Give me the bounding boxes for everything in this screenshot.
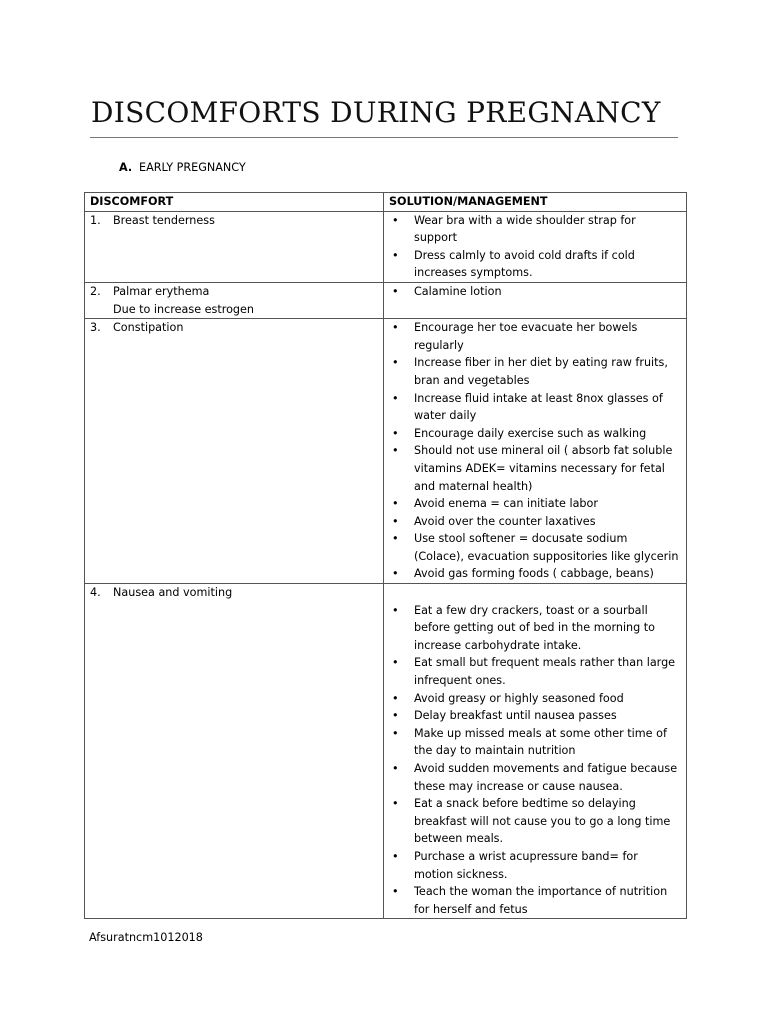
- section-number: A.: [119, 161, 133, 174]
- bullet-icon: •: [392, 356, 399, 370]
- solution-cell: [384, 584, 687, 919]
- discomfort-cell: [85, 282, 384, 318]
- solution-text: Eat a snack before bedtime so delaying breakfast will not cause you to go a long time between meals.: [414, 797, 671, 846]
- list-item: [384, 707, 680, 725]
- row-number: 4.: [90, 586, 101, 600]
- solution-text: Increase fluid intake at least 8nox glasses of water daily: [414, 391, 663, 423]
- bullet-icon: •: [392, 762, 399, 775]
- bullet-icon: •: [392, 885, 399, 899]
- solution-cell: [384, 211, 687, 282]
- list-item: [384, 495, 680, 513]
- discomfort-cell: [85, 211, 384, 282]
- discomfort-note: Due to increase estrogen: [113, 302, 255, 316]
- solution-text: Eat small but frequent meals rather than large infrequent ones.: [414, 656, 676, 688]
- bullet-icon: •: [392, 497, 399, 511]
- list-item: [384, 390, 680, 425]
- bullet-icon: •: [392, 726, 399, 740]
- solution-text: Eat a few dry crackers, toast or a sourball before getting out of bed in the morning to increase carbohydrate intake.: [414, 603, 656, 652]
- discomfort-name: Nausea and vomiting: [113, 586, 233, 600]
- list-item: [384, 354, 680, 389]
- bullet-icon: •: [392, 248, 399, 262]
- solution-text: Dress calmly to avoid cold drafts if cold increases symptoms.: [414, 248, 635, 280]
- list-item: [384, 795, 680, 848]
- solution-text: Should not use mineral oil ( absorb fat soluble vitamins ADEK= vitamins necessary for fetal and maternal health): [414, 444, 673, 493]
- solution-text: Make up missed meals at some other time of the day to maintain nutrition: [414, 726, 667, 758]
- solution-list: [384, 283, 686, 301]
- bullet-icon: •: [392, 391, 399, 405]
- solution-text: Purchase a wrist acupressure band= for motion sickness.: [414, 849, 638, 881]
- bullet-icon: •: [392, 656, 399, 670]
- solution-text: Avoid gas forming foods ( cabbage, beans): [414, 567, 654, 581]
- solution-text: Calamine lotion: [414, 284, 502, 298]
- row-number: 2.: [90, 284, 101, 298]
- list-item: [384, 247, 680, 282]
- solution-text: Encourage her toe evacuate her bowels regularly: [414, 321, 638, 352]
- list-item: [384, 513, 680, 531]
- solution-list: [384, 319, 686, 583]
- discomfort-name: Breast tenderness: [113, 213, 215, 227]
- bullet-icon: •: [392, 321, 399, 335]
- list-item: [384, 848, 680, 883]
- bullet-icon: •: [392, 797, 399, 811]
- bullet-icon: •: [392, 532, 399, 546]
- table-row: [85, 211, 687, 282]
- bullet-icon: •: [392, 567, 399, 581]
- list-item: [384, 654, 680, 689]
- bullet-icon: •: [392, 849, 399, 863]
- table-row: [85, 584, 687, 919]
- bullet-icon: •: [392, 514, 399, 528]
- row-number: 3.: [90, 321, 101, 335]
- table-row: [85, 282, 687, 318]
- solution-text: Delay breakfast until nausea passes: [414, 709, 617, 723]
- table-row: [85, 319, 687, 584]
- solution-list: [384, 584, 686, 918]
- list-item: [384, 283, 680, 301]
- bullet-icon: •: [392, 444, 399, 458]
- solution-cell: [384, 282, 687, 318]
- table-header-row: [85, 193, 687, 212]
- list-item: [384, 690, 680, 708]
- list-item: [384, 725, 680, 760]
- list-item: [384, 883, 680, 918]
- bullet-icon: •: [392, 213, 399, 227]
- list-item: [384, 530, 680, 565]
- document-title: DISCOMFORTS DURING PREGNANCY: [91, 96, 661, 129]
- row-number: 1.: [90, 213, 101, 227]
- solution-text: Avoid enema = can initiate labor: [414, 497, 598, 511]
- header-discomfort: DISCOMFORT: [85, 193, 384, 212]
- solution-text: Avoid over the counter laxatives: [414, 514, 596, 528]
- solution-list: [384, 212, 686, 282]
- bullet-icon: •: [392, 284, 399, 298]
- solution-text: Encourage daily exercise such as walking: [414, 426, 647, 440]
- list-item: [384, 760, 680, 795]
- solution-text: Wear bra with a wide shoulder strap for support: [414, 213, 636, 245]
- solution-text: Use stool softener = docusate sodium (Colace), evacuation suppositories like glycerin: [414, 532, 679, 563]
- title-underline: [90, 137, 678, 138]
- bullet-icon: •: [392, 709, 399, 723]
- list-item: [384, 602, 680, 655]
- solution-text: Increase fiber in her diet by eating raw fruits, bran and vegetables: [414, 356, 668, 387]
- solution-text: Avoid greasy or highly seasoned food: [414, 691, 624, 705]
- solution-text: Teach the woman the importance of nutrition for herself and fetus: [414, 885, 668, 916]
- bullet-icon: •: [392, 603, 399, 617]
- list-item: [384, 425, 680, 443]
- list-item: [384, 565, 680, 583]
- section-label: EARLY PREGNANCY: [139, 161, 246, 174]
- header-solution: SOLUTION/MANAGEMENT: [384, 193, 687, 212]
- discomfort-name: Palmar erythema: [113, 284, 210, 298]
- discomfort-cell: [85, 319, 384, 584]
- bullet-icon: •: [392, 691, 399, 705]
- discomforts-table: [84, 192, 687, 919]
- section-heading: [119, 159, 246, 177]
- discomfort-name: Constipation: [113, 321, 184, 335]
- discomfort-cell: [85, 584, 384, 919]
- solution-text: Avoid sudden movements and fatigue because these may increase or cause nausea.: [414, 762, 678, 793]
- list-item: [384, 319, 680, 354]
- list-item: [384, 442, 680, 495]
- bullet-icon: •: [392, 426, 399, 440]
- footer-text: Afsuratncm1012018: [89, 931, 203, 944]
- list-item: [384, 212, 680, 247]
- solution-cell: [384, 319, 687, 584]
